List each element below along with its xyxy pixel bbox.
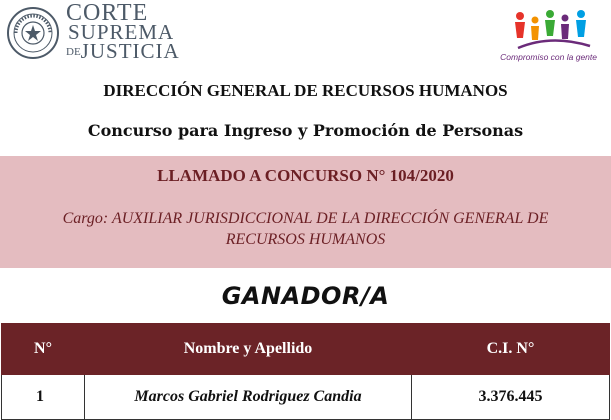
table-row <box>2 375 610 420</box>
court-line-1: CORTE <box>66 0 149 26</box>
cell-number: 1 <box>2 375 85 420</box>
call-band <box>0 156 611 268</box>
cell-name: Marcos Gabriel Rodriguez Candia <box>85 375 412 420</box>
header-ci: C.I. N° <box>412 324 610 375</box>
table-header-row <box>2 324 610 375</box>
paraguay-seal-icon <box>6 6 60 60</box>
call-title: LLAMADO A CONCURSO N° 104/2020 <box>157 166 454 185</box>
court-line-3 <box>66 39 180 63</box>
court-line-2: SUPREMA <box>68 20 175 44</box>
header-name: Nombre y Apellido <box>85 324 412 375</box>
court-wordmark <box>66 0 180 63</box>
winner-table <box>1 323 610 420</box>
tagline: Compromiso con la gente <box>500 52 597 62</box>
header-number: N° <box>2 324 85 375</box>
cell-ci: 3.376.445 <box>412 375 610 420</box>
court-line-3-main: JUSTICIA <box>80 39 180 63</box>
cargo-text: Cargo: AUXILIAR JURISDICCIONAL DE LA DIRECCIÓN GENERAL DE RECURSOS HUMANOS <box>62 210 549 248</box>
page-header <box>0 0 611 68</box>
court-line-3-prefix: DE <box>66 46 81 58</box>
contest-title: Concurso para Ingreso y Promoción de Personas <box>87 121 524 140</box>
direction-title: DIRECCIÓN GENERAL DE RECURSOS HUMANOS <box>103 81 508 100</box>
winner-heading: GANADOR/A <box>221 282 390 310</box>
